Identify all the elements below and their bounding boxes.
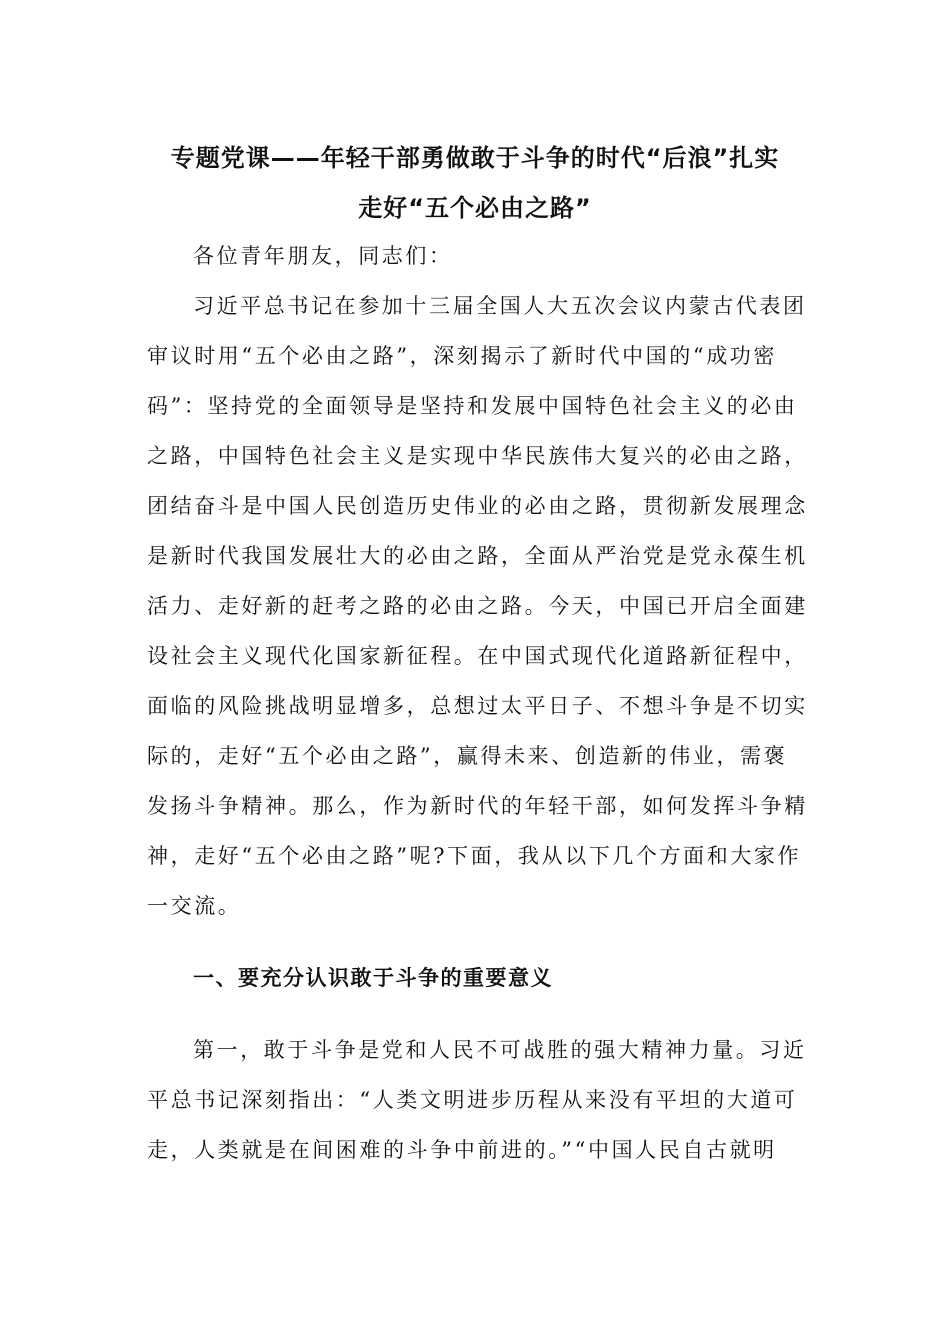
paragraph1-line: 神，走好“五个必由之路”呢?下面，我从以下几个方面和大家作 <box>147 844 802 868</box>
document-title-line-2: 走好“五个必由之路” <box>358 194 592 222</box>
paragraph1-line: 活力、走好新的赶考之路的必由之路。今天，中国已开启全面建 <box>147 594 808 618</box>
paragraph1-line: 设社会主义现代化国家新征程。在中国式现代化道路新征程中， <box>147 644 808 668</box>
paragraph1-line: 一交流。 <box>147 894 242 918</box>
salutation: 各位青年朋友，同志们： <box>193 244 453 268</box>
paragraph1-line: 之路，中国特色社会主义是实现中华民族伟大复兴的必由之路， <box>147 444 808 468</box>
paragraph2-line: 平总书记深刻指出：“人类文明进步历程从来没有平坦的大道可 <box>147 1088 798 1112</box>
paragraph1-line: 是新时代我国发展壮大的必由之路，全面从严治党是党永葆生机 <box>147 544 808 568</box>
paragraph1-line: 团结奋斗是中国人民创造历史伟业的必由之路，贯彻新发展理念 <box>147 494 808 518</box>
paragraph1-line: 面临的风险挑战明显增多，总想过太平日子、不想斗争是不切实 <box>147 694 808 718</box>
paragraph1-line: 审议时用“五个必由之路”，深刻揭示了新时代中国的“成功密 <box>147 344 778 368</box>
paragraph1-line: 习近平总书记在参加十三届全国人大五次会议内蒙古代表团 <box>193 294 807 318</box>
paragraph1-line: 码”：坚持党的全面领导是坚持和发展中国特色社会主义的必由 <box>147 394 798 418</box>
paragraph1-line: 发扬斗争精神。那么，作为新时代的年轻干部，如何发挥斗争精 <box>147 794 808 818</box>
paragraph1-line: 际的，走好“五个必由之路”，赢得未来、创造新的伟业，需褒 <box>147 744 788 768</box>
paragraph2-line: 走，人类就是在间困难的斗争中前进的。”“中国人民自古就明 <box>147 1138 777 1162</box>
paragraph2-line: 第一，敢于斗争是党和人民不可战胜的强大精神力量。习近 <box>193 1038 807 1062</box>
document-title-line-1: 专题党课——年轻干部勇做敢于斗争的时代“后浪”扎实 <box>170 144 780 172</box>
section-heading: 一、要充分认识敢于斗争的重要意义 <box>193 966 553 990</box>
